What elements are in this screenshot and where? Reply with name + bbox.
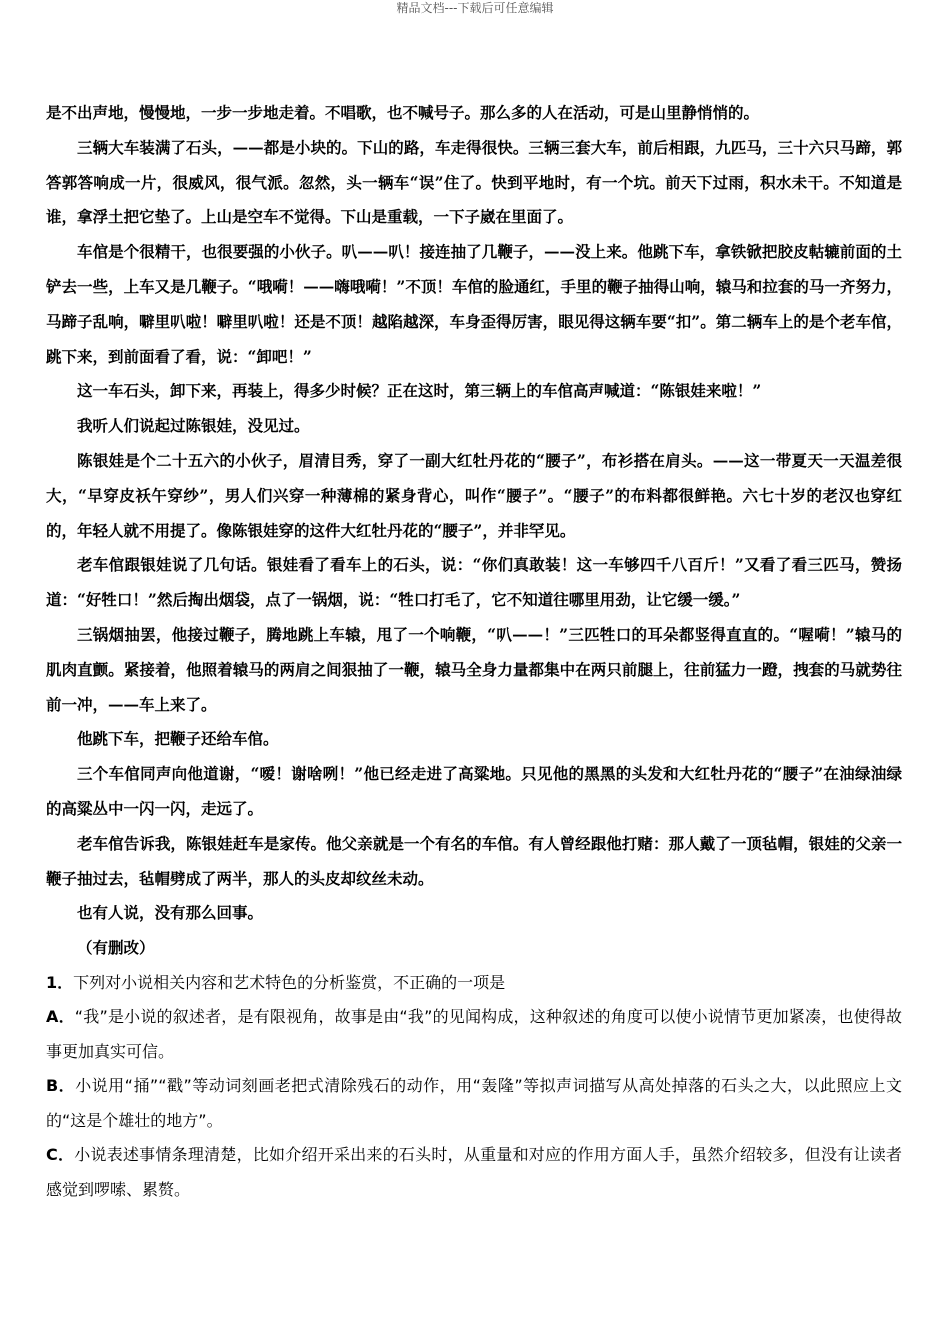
story-paragraph: 是不出声地，慢慢地，一步一步地走着。不唱歌，也不喊号子。那么多的人在活动，可是山里静悄悄的。: [46, 103, 760, 122]
question-block: [46, 966, 902, 1208]
story-paragraph: 三个车倌同声向他道谢，“嗳！谢啥咧！”他已经走进了高粱地。只见他的黑黑的头发和大红牡丹花的“腰子”在油绿油绿的高粱丛中一闪一闪，走远了。: [46, 764, 902, 818]
story-text: [46, 96, 902, 966]
option-text: 小说表述事情条理清楚，比如介绍开采出来的石头时，从重量和对应的作用方面人手，虽然介绍较多，但没有让读者感觉到啰嗦、累赘。: [46, 1145, 902, 1199]
source-note: （有删改）: [77, 938, 155, 958]
option-b: [46, 1069, 902, 1138]
question-stem: [46, 966, 902, 1001]
question-stem-text: 下列对小说相关内容和艺术特色的分析鉴赏，不正确的一项是: [73, 972, 506, 992]
story-paragraph: 三辆大车装满了石头，——都是小块的。下山的路，车走得很快。三辆三套大车，前后相跟，九匹马，三十六只马蹄，郭答郭答响成一片，很威风，很气派。忽然，头一辆车“误”住了。快到平地时，有一个坑。前天下过雨，积水未干。不知道是谁，拿浮土把它垫了。上山是空车不觉得。下山是重载，一下子崴在里面了。: [46, 137, 902, 227]
story-paragraph: 老车倌跟银娃说了几句话。银娃看了看车上的石头，说：“你们真敢装！这一车够四千八百斤！”又看了看三匹马，赞扬道：“好牲口！”然后掏出烟袋，点了一锅烟，说：“牲口打毛了，它不知道往哪里用劲，让它缓一缓。”: [46, 555, 902, 610]
option-letter: A．: [46, 1007, 75, 1027]
story-paragraph: 这一车石头，卸下来，再装上，得多少时候？正在这时，第三辆上的车倌高声喊道：“陈银娃来啦！”: [77, 381, 762, 401]
story-paragraph: 三锅烟抽罢，他接过鞭子，腾地跳上车辕，甩了一个响鞭，“叭——！”三匹牲口的耳朵都竖得直直的。“喔嗬！”辕马的肌肉直颤。紧接着，他照着辕马的两肩之间狠抽了一鞭，辕马全身力量都集中在两只前腿上，往前猛力一蹬，拽套的马就势往前一冲，——车上来了。: [46, 624, 902, 714]
story-paragraph: 车倌是个很精干，也很要强的小伙子。叭——叭！接连抽了几鞭子，——没上来。他跳下车，拿铁锨把胶皮軲辘前面的土铲去一些，上车又是几鞭子。“哦嗬！——嗨哦嗬！”不顶！车倌的脸通红，手里的鞭子抽得山响，辕马和拉套的马一齐努力，马蹄子乱响，噼里叭啦！噼里叭啦！还是不顶！越陷越深，车身歪得厉害，眼见得这辆车要“扣”。第二辆车上的是个老车倌，跳下来，到前面看了看，说：“卸吧！”: [46, 242, 902, 366]
option-a: [46, 1000, 902, 1069]
option-c: [46, 1138, 902, 1207]
story-paragraph: 老车倌告诉我，陈银娃赶车是家传。他父亲就是一个有名的车倌。有人曾经跟他打赌：那人戴了一顶毡帽，银娃的父亲一鞭子抽过去，毡帽劈成了两半，那人的头皮却纹丝未动。: [46, 833, 902, 888]
option-letter: C．: [46, 1145, 75, 1165]
option-text: 小说用“捅”“戳”等动词刻画老把式清除残石的动作，用“轰隆”等拟声词描写从高处掉落的石头之大，以此照应上文的“这是个雄壮的地方”。: [46, 1076, 902, 1130]
story-paragraph: 陈银娃是个二十五六的小伙子，眉清目秀，穿了一副大红牡丹花的“腰子”，布衫搭在肩头。——这一带夏天一天温差很大，“早穿皮袄午穿纱”，男人们兴穿一种薄棉的紧身背心，叫作“腰子”。“腰子”的布料都很鲜艳。六七十岁的老汉也穿红的，年轻人就不用提了。像陈银娃穿的这件大红牡丹花的“腰子”，并非罕见。: [46, 450, 902, 540]
document-content: [46, 96, 902, 1207]
page-header: 精品文档---下载后可任意编辑: [396, 1, 554, 15]
option-text: “我”是小说的叙述者，是有限视角，故事是由“我”的见闻构成，这种叙述的角度可以使小说情节更加紧凑，也使得故事更加真实可信。: [46, 1007, 902, 1061]
question-number: 1．: [46, 972, 74, 992]
story-paragraph: 他跳下车，把鞭子还给车倌。: [77, 729, 279, 749]
option-letter: B．: [46, 1076, 76, 1096]
story-paragraph: 也有人说，没有那么回事。: [77, 903, 264, 923]
story-paragraph: 我听人们说起过陈银娃，没见过。: [77, 416, 310, 436]
